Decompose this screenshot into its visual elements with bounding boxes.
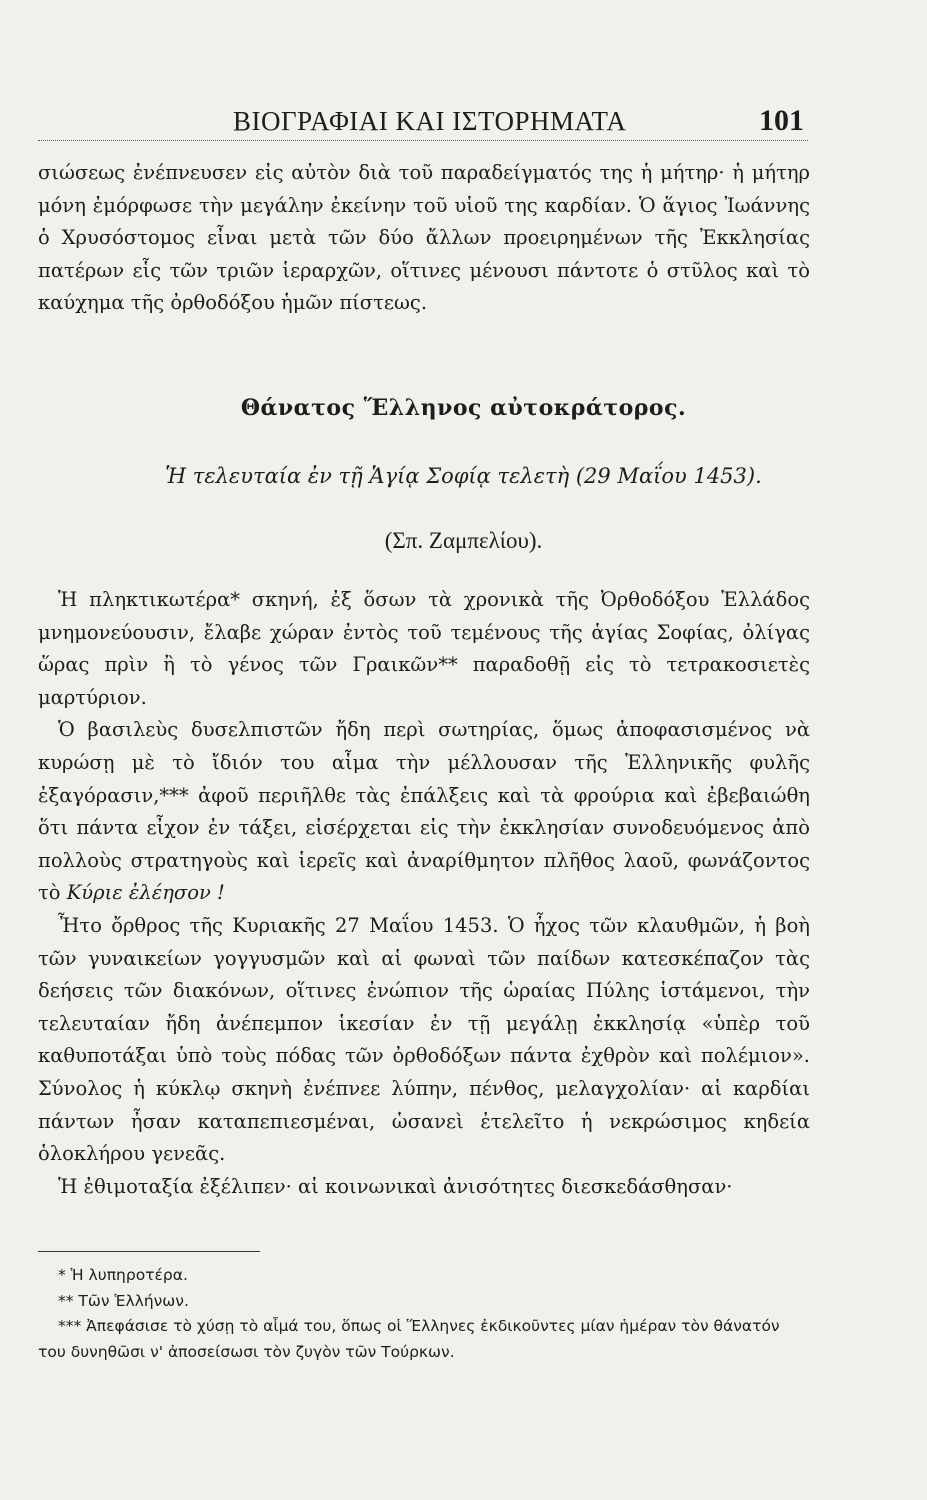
- footnote-divider: [38, 1251, 260, 1252]
- section-author: (Σπ. Ζαμπελίου).: [384, 528, 543, 553]
- running-header: [38, 100, 808, 141]
- paragraph-3: Ἦτο ὄρθρος τῆς Κυριακῆς 27 Μαΐου 1453. Ὁ ἦχος τῶν κλαυθμῶν, ἡ βοὴ τῶν γυναικείων γογγυσμῶν καὶ αἱ φωναὶ τῶν παίδων κατεσκέπαζον τὰς δεήσεις τῶν διακόνων, οἵτινες ἐνώπιον τῆς ὡραίας Πύλης ἱστάμενοι, τὴν τελευταίαν ἤδη ἀνέπεμπον ἱκεσίαν ἐν τῇ μεγάλῃ ἐκκλησίᾳ «ὑπὲρ τοῦ καθυποτάξαι ὑπὸ τοὺς πόδας τῶν ὀρθοδόξων πάντα ἐχθρὸν καὶ πολέμιον». Σύνολος ἡ κύκλῳ σκηνὴ ἐνέπνεε λύπην, πένθος, μελαγχολίαν· αἱ καρδίαι πάντων ἦσαν καταπεπιεσμέναι, ὡσανεὶ ἐτελεῖτο ἡ νεκρώσιμος κηδεία ὁλοκλήρου γενεᾶς.: [38, 913, 810, 1166]
- page-number: 101: [759, 104, 804, 137]
- intro-paragraph-block: [38, 157, 810, 320]
- paragraph-2-exclamation: Κύριε ἐλέησον !: [66, 881, 225, 905]
- section-title: Θάνατος Ἕλληνος αὐτοκράτορος.: [240, 395, 687, 421]
- footnotes-block: [38, 1263, 810, 1365]
- intro-paragraph: σιώσεως ἐνέπνευσεν εἰς αὐτὸν διὰ τοῦ παραδείγματός της ἡ μήτηρ· ἡ μήτηρ μόνη ἐμόρφωσε τὴν μεγάλην ἐκείνην τοῦ υἱοῦ της καρδίαν. Ὁ ἅγιος Ἰωάννης ὁ Χρυσόστομος εἶναι μετὰ τῶν δύο ἄλλων προειρημένων τῆς Ἐκκλησίας πατέρων εἷς τῶν τριῶν ἱεραρχῶν, οἵτινες μένουσι πάντοτε ὁ στῦλος καὶ τὸ καύχημα τῆς ὀρθοδόξου ἡμῶν πίστεως.: [38, 161, 810, 315]
- footnote-3: *** Ἀπεφάσισε τὸ χύσῃ τὸ αἷμά του, ὅπως οἱ Ἕλληνες ἐκδικοῦντες μίαν ἡμέραν τὸν θάνατόν του δυνηθῶσι ν' ἀποσείσωσι τὸν ζυγὸν τῶν Τούρκων.: [38, 1317, 780, 1361]
- running-title: ΒΙΟΓΡΑΦΙΑΙ ΚΑΙ ΙΣΤΟΡΗΜΑΤΑ: [233, 106, 627, 136]
- main-text-block: [38, 584, 810, 1203]
- paragraph-1: Ἡ πληκτικωτέρα* σκηνή, ἐξ ὅσων τὰ χρονικὰ τῆς Ὀρθοδόξου Ἑλλάδος μνημονεύουσιν, ἔλαβε χώραν ἐντὸς τοῦ τεμένους τῆς ἁγίας Σοφίας, ὀλίγας ὥρας πρὶν ἢ τὸ γένος τῶν Γραικῶν** παραδοθῇ εἰς τὸ τετρακοσιετὲς μαρτύριον.: [38, 588, 810, 709]
- footnote-2: ** Τῶν Ἑλλήνων.: [58, 1291, 189, 1310]
- paragraph-2-text: Ὁ βασιλεὺς δυσελπιστῶν ἤδη περὶ σωτηρίας, ὅμως ἀποφασισμένος νὰ κυρώσῃ μὲ τὸ ἴδιόν του αἷμα τὴν μέλλουσαν τῆς Ἑλληνικῆς φυλῆς ἐξαγόρασιν,*** ἀφοῦ περιῆλθε τὰς ἐπάλξεις καὶ τὰ φρούρια καὶ ἐβεβαιώθη ὅτι πάντα εἶχον ἐν τάξει, εἰσέρχεται εἰς τὴν ἐκκλησίαν συνοδευόμενος ἀπὸ πολλοὺς στρατηγοὺς καὶ ἱερεῖς καὶ ἀναρίθμητον πλῆθος λαοῦ, φωνάζοντος τὸ: [38, 718, 810, 905]
- paragraph-4: Ἡ ἐθιμοταξία ἐξέλιπεν· αἱ κοινωνικαὶ ἀνισότητες διεσκεδάσθησαν·: [58, 1174, 733, 1198]
- footnote-1: * Ἡ λυπηροτέρα.: [58, 1266, 188, 1284]
- section-subtitle: Ἡ τελευταία ἐν τῇ Ἁγίᾳ Σοφίᾳ τελετὴ (29 Μαΐου 1453).: [165, 464, 762, 488]
- paragraph-2: [38, 714, 810, 910]
